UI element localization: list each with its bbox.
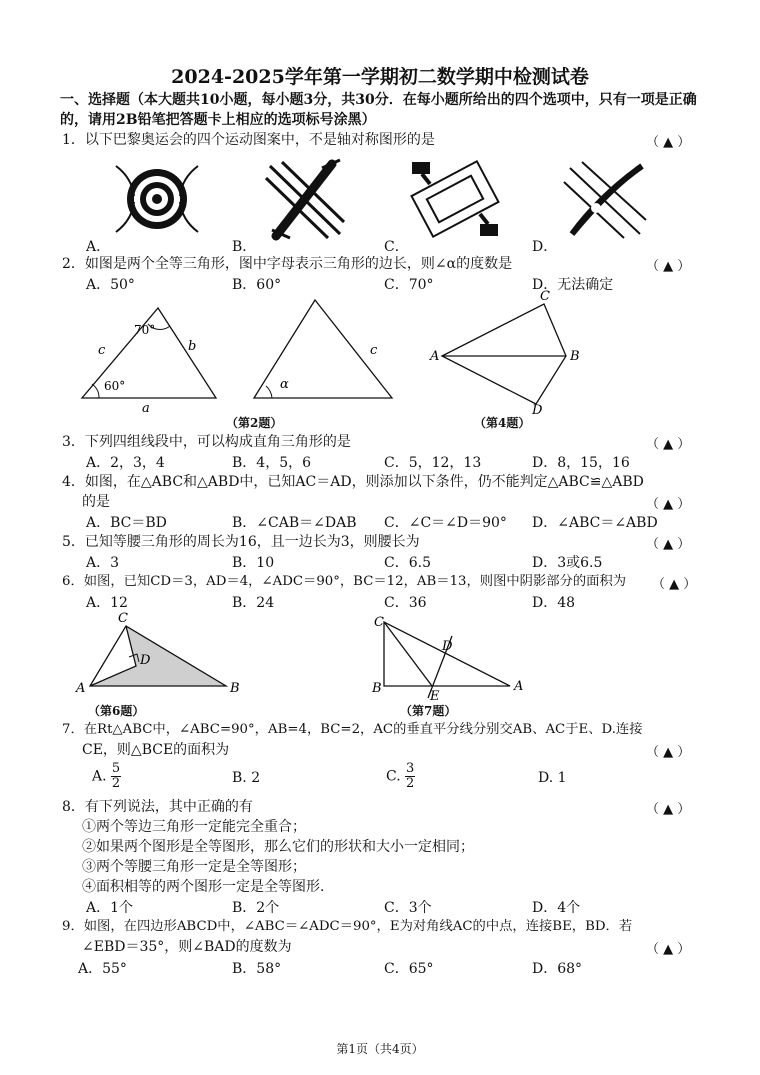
q9-option-d: D．68°: [532, 961, 583, 977]
q6-option-d: D．48: [532, 595, 576, 611]
q8-statement-3: ③两个等腰三角形一定是全等图形；: [82, 859, 306, 875]
question-4-stem: 4．如图，在△ABC和△ABD中，已知AC＝AD，则添加以下条件，仍不能判定△ABC≌△ABD: [62, 474, 644, 490]
q2-option-c: C．70°: [384, 277, 434, 293]
question-1-stem: 1．以下巴黎奥运会的四个运动图案中，不是轴对称图形的是: [62, 132, 435, 148]
q4-label-c: C: [540, 289, 550, 304]
q4-label-a: A: [430, 349, 440, 364]
q6-option-c: C．36: [384, 595, 427, 611]
q8-statement-4: ④面积相等的两个图形一定是全等图形．: [82, 879, 334, 895]
q2-label-angle60: 60°: [104, 379, 126, 393]
q2-caption: （第2题）: [226, 416, 283, 430]
q3-option-d: D．8，15，16: [532, 455, 630, 471]
answer-mark-4: （ ▲ ）: [646, 497, 691, 512]
q4-option-d: D．∠ABC＝∠ABD: [532, 515, 658, 531]
q4-option-a: A．BC＝BD: [86, 515, 167, 531]
q2-option-d: D．无法确定: [532, 277, 614, 293]
figure-q2-triangles: [70, 300, 400, 416]
q7-option-d: D. 1: [538, 770, 567, 786]
q6-option-a: A．12: [86, 595, 128, 611]
q2-label-angle70: 70°: [134, 323, 156, 337]
question-4-stem-cont: 的是: [82, 494, 110, 510]
section-heading: 一、选择题（本大题共10小题，每小题3分，共30分．在每小题所给出的四个选项中，只有一项是正确的，请用2B铅笔把答题卡上相应的选项标号涂黑）: [60, 92, 697, 128]
olympic-rowing-icon: [262, 158, 347, 240]
q1-option-d: D．: [532, 239, 558, 255]
q5-option-c: C．6.5: [384, 555, 431, 571]
q5-option-d: D．3或6.5: [532, 555, 603, 571]
q7-option-b: B. 2: [232, 770, 261, 786]
question-3-stem: 3．下列四组线段中，可以构成直角三角形的是: [62, 434, 351, 450]
q4-caption: （第4题）: [474, 416, 531, 430]
q8-statement-2: ②如果两个图形是全等图形，那么它们的形状和大小一定相同；: [82, 839, 474, 855]
q7-caption: （第7题）: [400, 704, 457, 718]
answer-mark-8: （ ▲ ）: [646, 802, 691, 817]
question-8-stem: 8．有下列说法，其中正确的有: [62, 799, 253, 815]
q7-option-a-fraction: [111, 762, 121, 791]
q7-label-c: C: [374, 615, 384, 630]
q2-label-alpha: α: [280, 377, 289, 392]
q7-option-c-fraction: [405, 762, 415, 791]
q7-option-c: [386, 762, 415, 791]
q2-label-c2: c: [370, 343, 378, 358]
olympic-archery-icon: [112, 158, 202, 240]
q2-label-c: c: [98, 343, 106, 358]
q7-option-a-prefix: A.: [92, 768, 107, 785]
figure-q6-shaded-triangle: [74, 612, 254, 702]
question-5-stem: 5．已知等腰三角形的周长为16，且一边长为3，则腰长为: [62, 534, 420, 550]
q6-label-c: C: [118, 611, 128, 626]
q4-label-d: D: [532, 403, 543, 418]
q7-option-c-numerator: 3: [405, 761, 415, 776]
q2-option-a: A．50°: [86, 277, 135, 293]
q1-option-c: C．: [384, 239, 409, 255]
question-6-stem: 6．如图，已知CD＝3，AD＝4，∠ADC＝90°，BC＝12，AB＝13，则图中阴影部分的面积为: [62, 574, 627, 589]
q8-option-d: D．4个: [532, 900, 581, 916]
q8-option-a: A．1个: [86, 900, 134, 916]
question-7-stem-cont: CE，则△BCE的面积为: [82, 742, 230, 758]
question-9-stem: 9．如图，在四边形ABCD中，∠ABC＝∠ADC＝90°，E为对角线AC的中点，连接BE，BD．若: [62, 919, 633, 934]
q3-option-c: C．5，12，13: [384, 455, 482, 471]
q6-option-b: B．24: [232, 595, 275, 611]
q8-option-b: B．2个: [232, 900, 280, 916]
q3-option-b: B．4，5，6: [232, 455, 312, 471]
q2-label-a: a: [142, 401, 150, 416]
q1-option-a: A．: [86, 239, 111, 255]
q9-option-b: B．58°: [232, 961, 282, 977]
q4-option-c: C．∠C＝∠D＝90°: [384, 515, 507, 531]
q2-option-b: B．60°: [232, 277, 282, 293]
q6-label-a: A: [76, 681, 86, 696]
q7-label-e: E: [430, 689, 440, 704]
answer-mark-9: （ ▲ ）: [646, 942, 691, 957]
q4-option-b: B．∠CAB＝∠DAB: [232, 515, 357, 531]
page-title: 2024-2025学年第一学期初二数学期中检测试卷: [171, 66, 589, 88]
answer-mark-3: （ ▲ ）: [646, 437, 691, 452]
q4-label-b: B: [570, 349, 580, 364]
question-9-stem-cont: ∠EBD＝35°，则∠BAD的度数为: [82, 939, 292, 955]
page-footer: 第1页（共4页）: [336, 1042, 424, 1056]
q6-label-d: D: [140, 653, 151, 668]
figure-q7-right-triangle: [370, 612, 530, 704]
q7-label-a: A: [514, 679, 524, 694]
q7-label-d: D: [442, 639, 453, 654]
olympic-weightlifting-icon: [410, 158, 500, 240]
q2-label-b: b: [188, 339, 197, 354]
q7-option-a-numerator: 5: [111, 761, 121, 776]
q7-option-a-denominator: 2: [111, 776, 121, 791]
answer-mark-1: （ ▲ ）: [646, 135, 691, 150]
q9-option-c: C．65°: [384, 961, 434, 977]
q7-option-a: [92, 762, 121, 791]
q7-option-c-denominator: 2: [405, 776, 415, 791]
q5-option-b: B．10: [232, 555, 275, 571]
figure-q4-kite: [428, 289, 588, 418]
q6-caption: （第6题）: [88, 704, 145, 718]
q3-option-a: A．2，3，4: [86, 455, 165, 471]
question-2-stem: 2．如图是两个全等三角形，图中字母表示三角形的边长，则∠α的度数是: [62, 256, 513, 272]
answer-mark-6: （ ▲ ）: [652, 577, 697, 592]
answer-mark-5: （ ▲ ）: [646, 537, 691, 552]
q8-statement-1: ①两个等边三角形一定能完全重合；: [82, 819, 306, 835]
q5-option-a: A．3: [86, 555, 120, 571]
q9-option-a: A．55°: [78, 961, 127, 977]
answer-mark-7: （ ▲ ）: [646, 745, 691, 760]
question-7-stem: 7．在Rt△ABC中，∠ABC=90°，AB=4，BC=2，AC的垂直平分线分别交AB、AC于E、D.连接: [62, 722, 643, 737]
q1-option-b: B．: [232, 239, 257, 255]
answer-mark-2: （ ▲ ）: [646, 259, 691, 274]
q7-label-b: B: [372, 681, 382, 696]
q8-option-c: C．3个: [384, 900, 432, 916]
q6-label-b: B: [230, 681, 240, 696]
olympic-canoe-icon: [560, 158, 650, 240]
q7-option-c-prefix: C.: [386, 768, 401, 785]
